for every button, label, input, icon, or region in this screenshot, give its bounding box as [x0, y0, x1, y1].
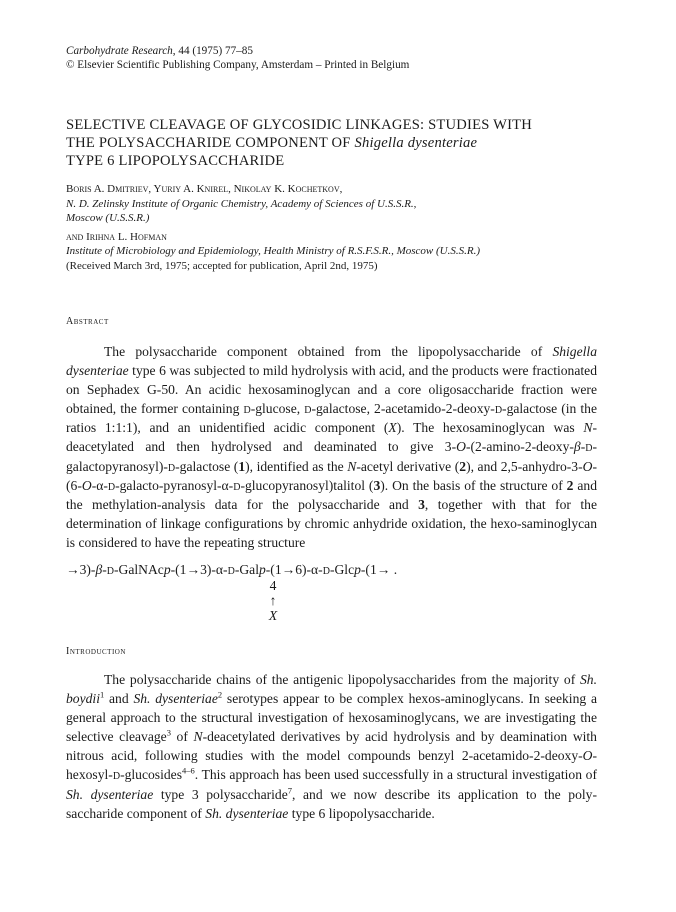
- title-line-2-prefix: THE POLYSACCHARIDE COMPONENT OF: [66, 135, 355, 151]
- author-names-2: and Irihna L. Hofman: [66, 230, 167, 243]
- repeating-structure-formula: →3)-β-d-GalNAcp-(1→3)-α-d-Galp-(1→6)-α-d-Glcp-(1→ .: [66, 562, 398, 577]
- structure-branch: [266, 578, 280, 623]
- title-organism: Shigella dysenteriae: [354, 135, 478, 151]
- affiliation-1a: N. D. Zelinsky Institute of Organic Chemistry, Academy of Sciences of U.S.S.R.,: [66, 197, 417, 210]
- journal-name: Carbohydrate Research: [66, 45, 173, 57]
- title-line-1: SELECTIVE CLEAVAGE OF GLYCOSIDIC LINKAGES: STUDIES WITH: [66, 117, 532, 133]
- affiliation-1b: Moscow (U.S.S.R.): [66, 212, 150, 224]
- title-line-2: [66, 134, 656, 152]
- branch-position: 4: [269, 578, 277, 593]
- author-names-1: Boris A. Dmitriev, Yuriy A. Knirel, Nikolay K. Kochetkov,: [66, 183, 343, 195]
- abstract-body: [66, 342, 597, 552]
- introduction-paragraph: The polysaccharide chains of the antigenic lipopolysaccharides from the majority of Sh. boydii$^1$ and Sh. dysenteriae$^2$ serotypes appear to be complex hexos-aminoglycans. In seeking a general approach to the structural investigation of hexosaminoglycans, we are investigating the selective cleavage$^3$ of N-deacetylated derivatives by acid hydrolysis and by deamination with nitrous acid, following studies with the model compounds benzyl 2-acetamido-2-deoxy-O-hexosyl-d-glucosides$^{4-6}$. This approach has been used successfully in a structural investigation of Sh. dysenteriae type 3 polysaccharide$^7$, and we now describe its application to the poly-saccharide component of Sh. dysenteriae type 6 lipopolysaccharide.: [66, 672, 597, 821]
- journal-header: [66, 44, 409, 72]
- abstract-heading: Abstract: [66, 316, 109, 327]
- publisher-line: © Elsevier Scientific Publishing Company, Amsterdam – Printed in Belgium: [66, 59, 410, 71]
- branch-arrow-icon: ↑: [269, 593, 277, 608]
- journal-citation: [66, 44, 409, 58]
- title-line-3: TYPE 6 LIPOPOLYSACCHARIDE: [66, 153, 285, 169]
- journal-volume-pages: , 44 (1975) 77–85: [172, 45, 253, 57]
- author-block: [66, 182, 656, 273]
- branch-substituent: X: [268, 608, 278, 623]
- article-title: [66, 116, 656, 170]
- introduction-heading: Introduction: [66, 646, 126, 657]
- received-date: (Received March 3rd, 1975; accepted for publication, April 2nd, 1975): [66, 259, 378, 272]
- affiliation-2: Institute of Microbiology and Epidemiology, Health Ministry of R.S.F.S.R., Moscow (U.S.S.R.): [66, 245, 480, 257]
- introduction-body: [66, 670, 597, 823]
- abstract-paragraph: The polysaccharide component obtained from the lipopolysaccharide of Shigella dysenteriae type 6 was subjected to mild hydrolysis with acid, and the products were fractionated on Sephadex G-50. An acidic hexosaminoglycan and a core oligosaccharide fraction were obtained, the former containing d-glucose, d-galactose, 2-acetamido-2-deoxy-d-galactose (in the ratios 1:1:1), and an unidentified acidic component (X). The hexosaminoglycan was N-deacetylated and then hydrolysed and deaminated to give 3-O-(2-amino-2-deoxy-β-d-galactopyranosyl)-d-galactose (1), identified as the N-acetyl derivative (2), and 2,5-anhydro-3-O-(6-O-α-d-galacto-pyranosyl-α-d-glucopyranosyl)talitol (3). On the basis of the structure of 2 and the methylation-analysis data for the polysaccharide and 3, together with that for the determination of linkage configurations by chromic anhydride oxidation, the hexo-saminoglycan is considered to have the repeating structure: [66, 344, 597, 550]
